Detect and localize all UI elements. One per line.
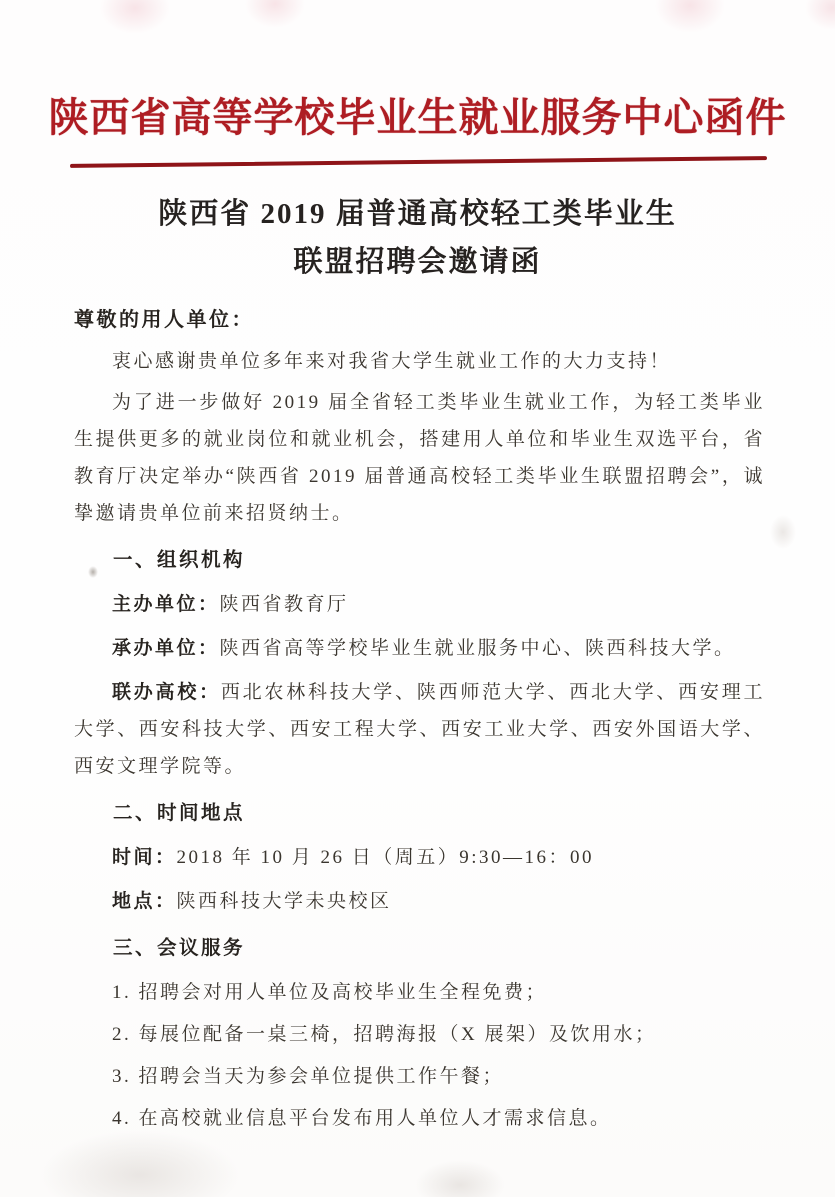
service-item-2: 2. 每展位配备一桌三椅，招聘海报（X 展架）及饮用水； [112, 1024, 657, 1045]
entry-label-host: 主办单位： [112, 594, 220, 615]
service-item-3: 3. 招聘会当天为参会单位提供工作午餐； [112, 1066, 505, 1087]
paragraph-intro: 为了进一步做好 2019 届全省轻工类毕业生就业工作，为轻工类毕业生提供更多的就业岗位和就业机会，搭建用人单位和毕业生双选平台，省教育厅决定举办“陕西省 2019 届普通高校轻工类毕业生联盟招聘会”，诚挚邀请贵单位前来招贤纳士。 [74, 392, 765, 524]
entry-place [74, 883, 765, 920]
letter-body [74, 302, 765, 1137]
scan-smudge [40, 1130, 240, 1197]
document-title-line2: 联盟招聘会邀请函 [293, 246, 542, 278]
entry-time [74, 839, 765, 876]
scan-smudge [100, 0, 170, 34]
entry-value-co-universities: 西北农林科技大学、陕西师范大学、西北大学、西安理工大学、西安科技大学、西安工程大学、西安工业大学、西安外国语大学、西安文理学院等。 [74, 682, 765, 777]
salutation: 尊敬的用人单位： [74, 309, 254, 331]
paragraph-thanks: 衷心感谢贵单位多年来对我省大学生就业工作的大力支持！ [112, 351, 672, 372]
entry-host-unit [74, 586, 765, 623]
section-heading-services: 三、会议服务 [113, 938, 246, 959]
entry-co-universities [74, 674, 765, 785]
entry-label-organizer: 承办单位： [112, 638, 220, 659]
letterhead-title: 陕西省高等学校毕业生就业服务中心函件 [48, 96, 787, 140]
letterhead-rule [70, 156, 767, 168]
entry-value-place: 陕西科技大学未央校区 [176, 891, 392, 912]
document-title [0, 190, 835, 286]
entry-label-time: 时间： [112, 847, 177, 868]
scan-smudge [805, 0, 835, 30]
scan-smudge [655, 0, 725, 33]
entry-value-time: 2018 年 10 月 26 日（周五）9:30—16：00 [176, 847, 595, 868]
entry-label-co-universities: 联办高校： [112, 682, 221, 703]
service-item-4: 4. 在高校就业信息平台发布用人单位人才需求信息。 [112, 1108, 612, 1129]
service-item-1: 1. 招聘会对用人单位及高校毕业生全程免费； [112, 982, 548, 1003]
section-heading-time-place: 二、时间地点 [113, 803, 246, 824]
scan-smudge [415, 1160, 505, 1197]
scan-smudge [245, 0, 305, 28]
section-heading-organization: 一、组织机构 [113, 550, 246, 571]
entry-value-host: 陕西省教育厅 [219, 594, 349, 615]
entry-label-place: 地点： [112, 891, 177, 912]
scan-smudge [770, 515, 796, 549]
entry-value-organizer: 陕西省高等学校毕业生就业服务中心、陕西科技大学。 [219, 638, 736, 659]
entry-organizer-unit [74, 630, 765, 667]
document-title-line1: 陕西省 2019 届普通高校轻工类毕业生 [158, 198, 677, 230]
